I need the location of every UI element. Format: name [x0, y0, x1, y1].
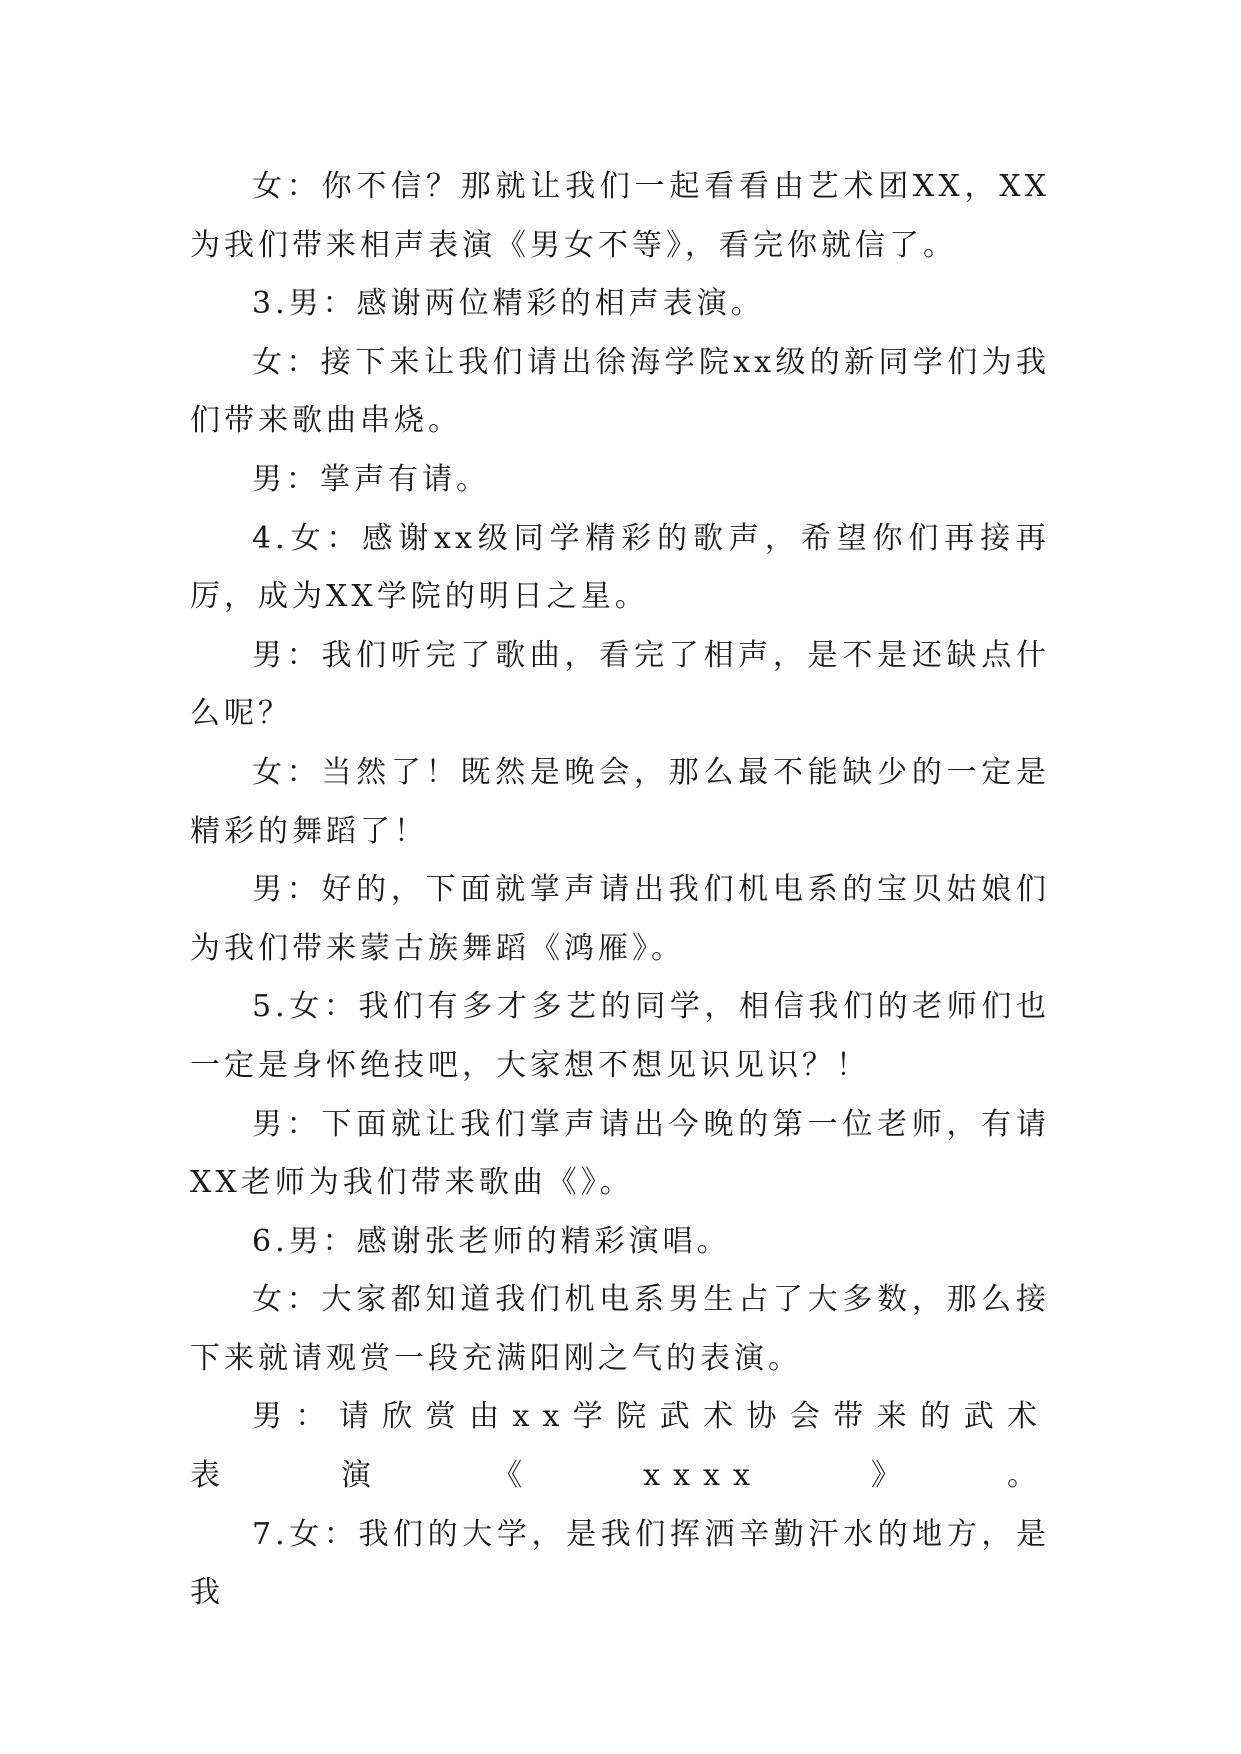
paragraph-13: 男：请欣赏由xx学院武术协会带来的武术表演《xxxx》。: [190, 1399, 1050, 1494]
paragraph-10: 男：下面就让我们掌声请出今晚的第一位老师，有请XX老师为我们带来歌曲《》。: [190, 1106, 1050, 1201]
paragraph-2: 3.男：感谢两位精彩的相声表演。: [252, 286, 765, 322]
paragraph-1: 女：你不信？那就让我们一起看看由艺术团XX，XX为我们带来相声表演《男女不等》，看完你就信了。: [190, 169, 1050, 263]
paragraph-6: 男：我们听完了歌曲，看完了相声，是不是还缺点什么呢？: [190, 637, 1050, 732]
paragraph-14: 7.女：我们的大学，是我们挥洒辛勤汗水的地方，是我: [190, 1516, 1050, 1611]
document-body: [190, 158, 1050, 1623]
paragraph-5: 4.女：感谢xx级同学精彩的歌声，希望你们再接再厉，成为XX学院的明日之星。: [190, 520, 1050, 615]
paragraph-11: 6.男：感谢张老师的精彩演唱。: [252, 1223, 731, 1259]
paragraph-7: 女：当然了！既然是晚会，那么最不能缺少的一定是精彩的舞蹈了！: [190, 754, 1050, 849]
paragraph-9: 5.女：我们有多才多艺的同学，相信我们的老师们也一定是身怀绝技吧，大家想不想见识见识？！: [190, 989, 1050, 1083]
paragraph-8: 男：好的，下面就掌声请出我们机电系的宝贝姑娘们为我们带来蒙古族舞蹈《鸿雁》。: [190, 872, 1050, 966]
paragraph-12: 女：大家都知道我们机电系男生占了大多数，那么接下来就请观赏一段充满阳刚之气的表演。: [190, 1282, 1050, 1376]
paragraph-4: 男：掌声有请。: [252, 461, 490, 497]
paragraph-3: 女：接下来让我们请出徐海学院xx级的新同学们为我们带来歌曲串烧。: [190, 344, 1050, 439]
